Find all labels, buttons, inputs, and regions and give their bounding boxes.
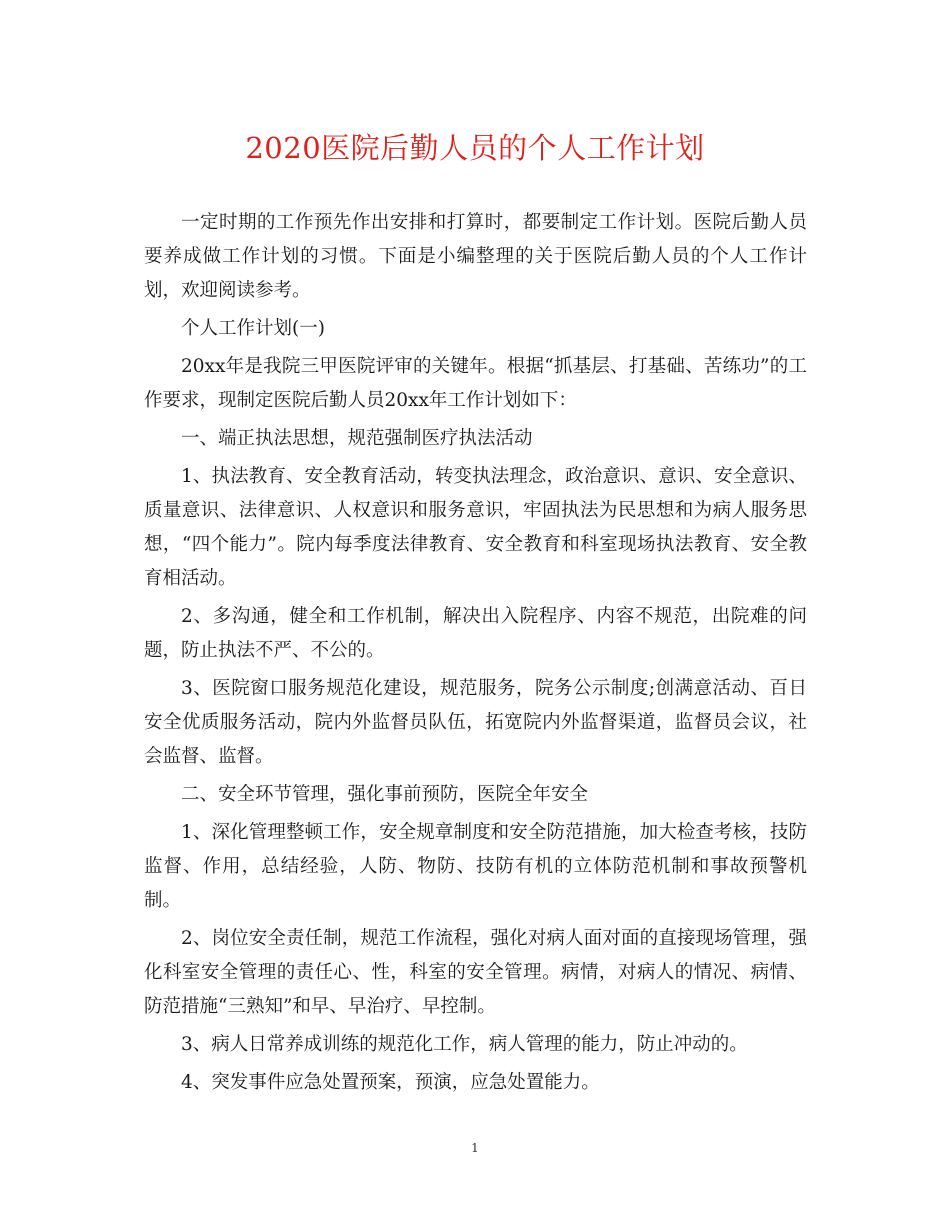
paragraph-item-1-3: 3、医院窗口服务规范化建设，规范服务，院务公示制度;创满意活动、百日安全优质服务活动，院内外监督员队伍，拓宽院内外监督渠道，监督员会议，社会监督、监督。 <box>144 678 807 767</box>
paragraph-item-2-2: 2、岗位安全责任制，规范工作流程，强化对病人面对面的直接现场管理，强化科室安全管理的责任心、性，科室的安全管理。病情，对病人的情况、病情、防范措施“三熟知”和早、早治疗、早控制。 <box>144 928 807 1017</box>
paragraph-item-2-3: 3、病人日常养成训练的规范化工作，病人管理的能力，防止冲动的。 <box>181 1034 748 1055</box>
section-heading-plan-one: 个人工作计划(一) <box>181 318 325 339</box>
document-title: 2020医院后勤人员的个人工作计划 <box>245 131 705 165</box>
paragraph-item-2-4: 4、突发事件应急处置预案，预演，应急处置能力。 <box>181 1072 600 1093</box>
intro-paragraph: 一定时期的工作预先作出安排和打算时，都要制定工作计划。医院后勤人员要养成做工作计划的习惯。下面是小编整理的关于医院后勤人员的个人工作计划，欢迎阅读参考。 <box>144 212 807 301</box>
paragraph-item-1-1: 1、执法教育、安全教育活动，转变执法理念，政治意识、意识、安全意识、质量意识、法律意识、人权意识和服务意识，牢固执法为民思想和为病人服务思想，“四个能力”。院内每季度法律教育、安全教育和科室现场执法教育、安全教育相活动。 <box>144 466 807 589</box>
paragraph-background: 20xx年是我院三甲医院评审的关键年。根据“抓基层、打基础、苦练功”的工作要求，现制定医院后勤人员20xx年工作计划如下： <box>144 356 807 411</box>
paragraph-item-2-1: 1、深化管理整顿工作，安全规章制度和安全防范措施，加大检查考核，技防监督、作用，总结经验，人防、物防、技防有机的立体防范机制和事故预警机制。 <box>144 822 807 911</box>
page-number: 1 <box>471 1141 479 1155</box>
paragraph-item-1-2: 2、多沟通，健全和工作机制，解决出入院程序、内容不规范，出院难的问题，防止执法不严、不公的。 <box>144 606 807 661</box>
section-heading-two: 二、安全环节管理，强化事前预防，医院全年安全 <box>181 784 589 805</box>
section-heading-one: 一、端正执法思想，规范强制医疗执法活动 <box>181 428 533 449</box>
document-body <box>144 206 807 1104</box>
